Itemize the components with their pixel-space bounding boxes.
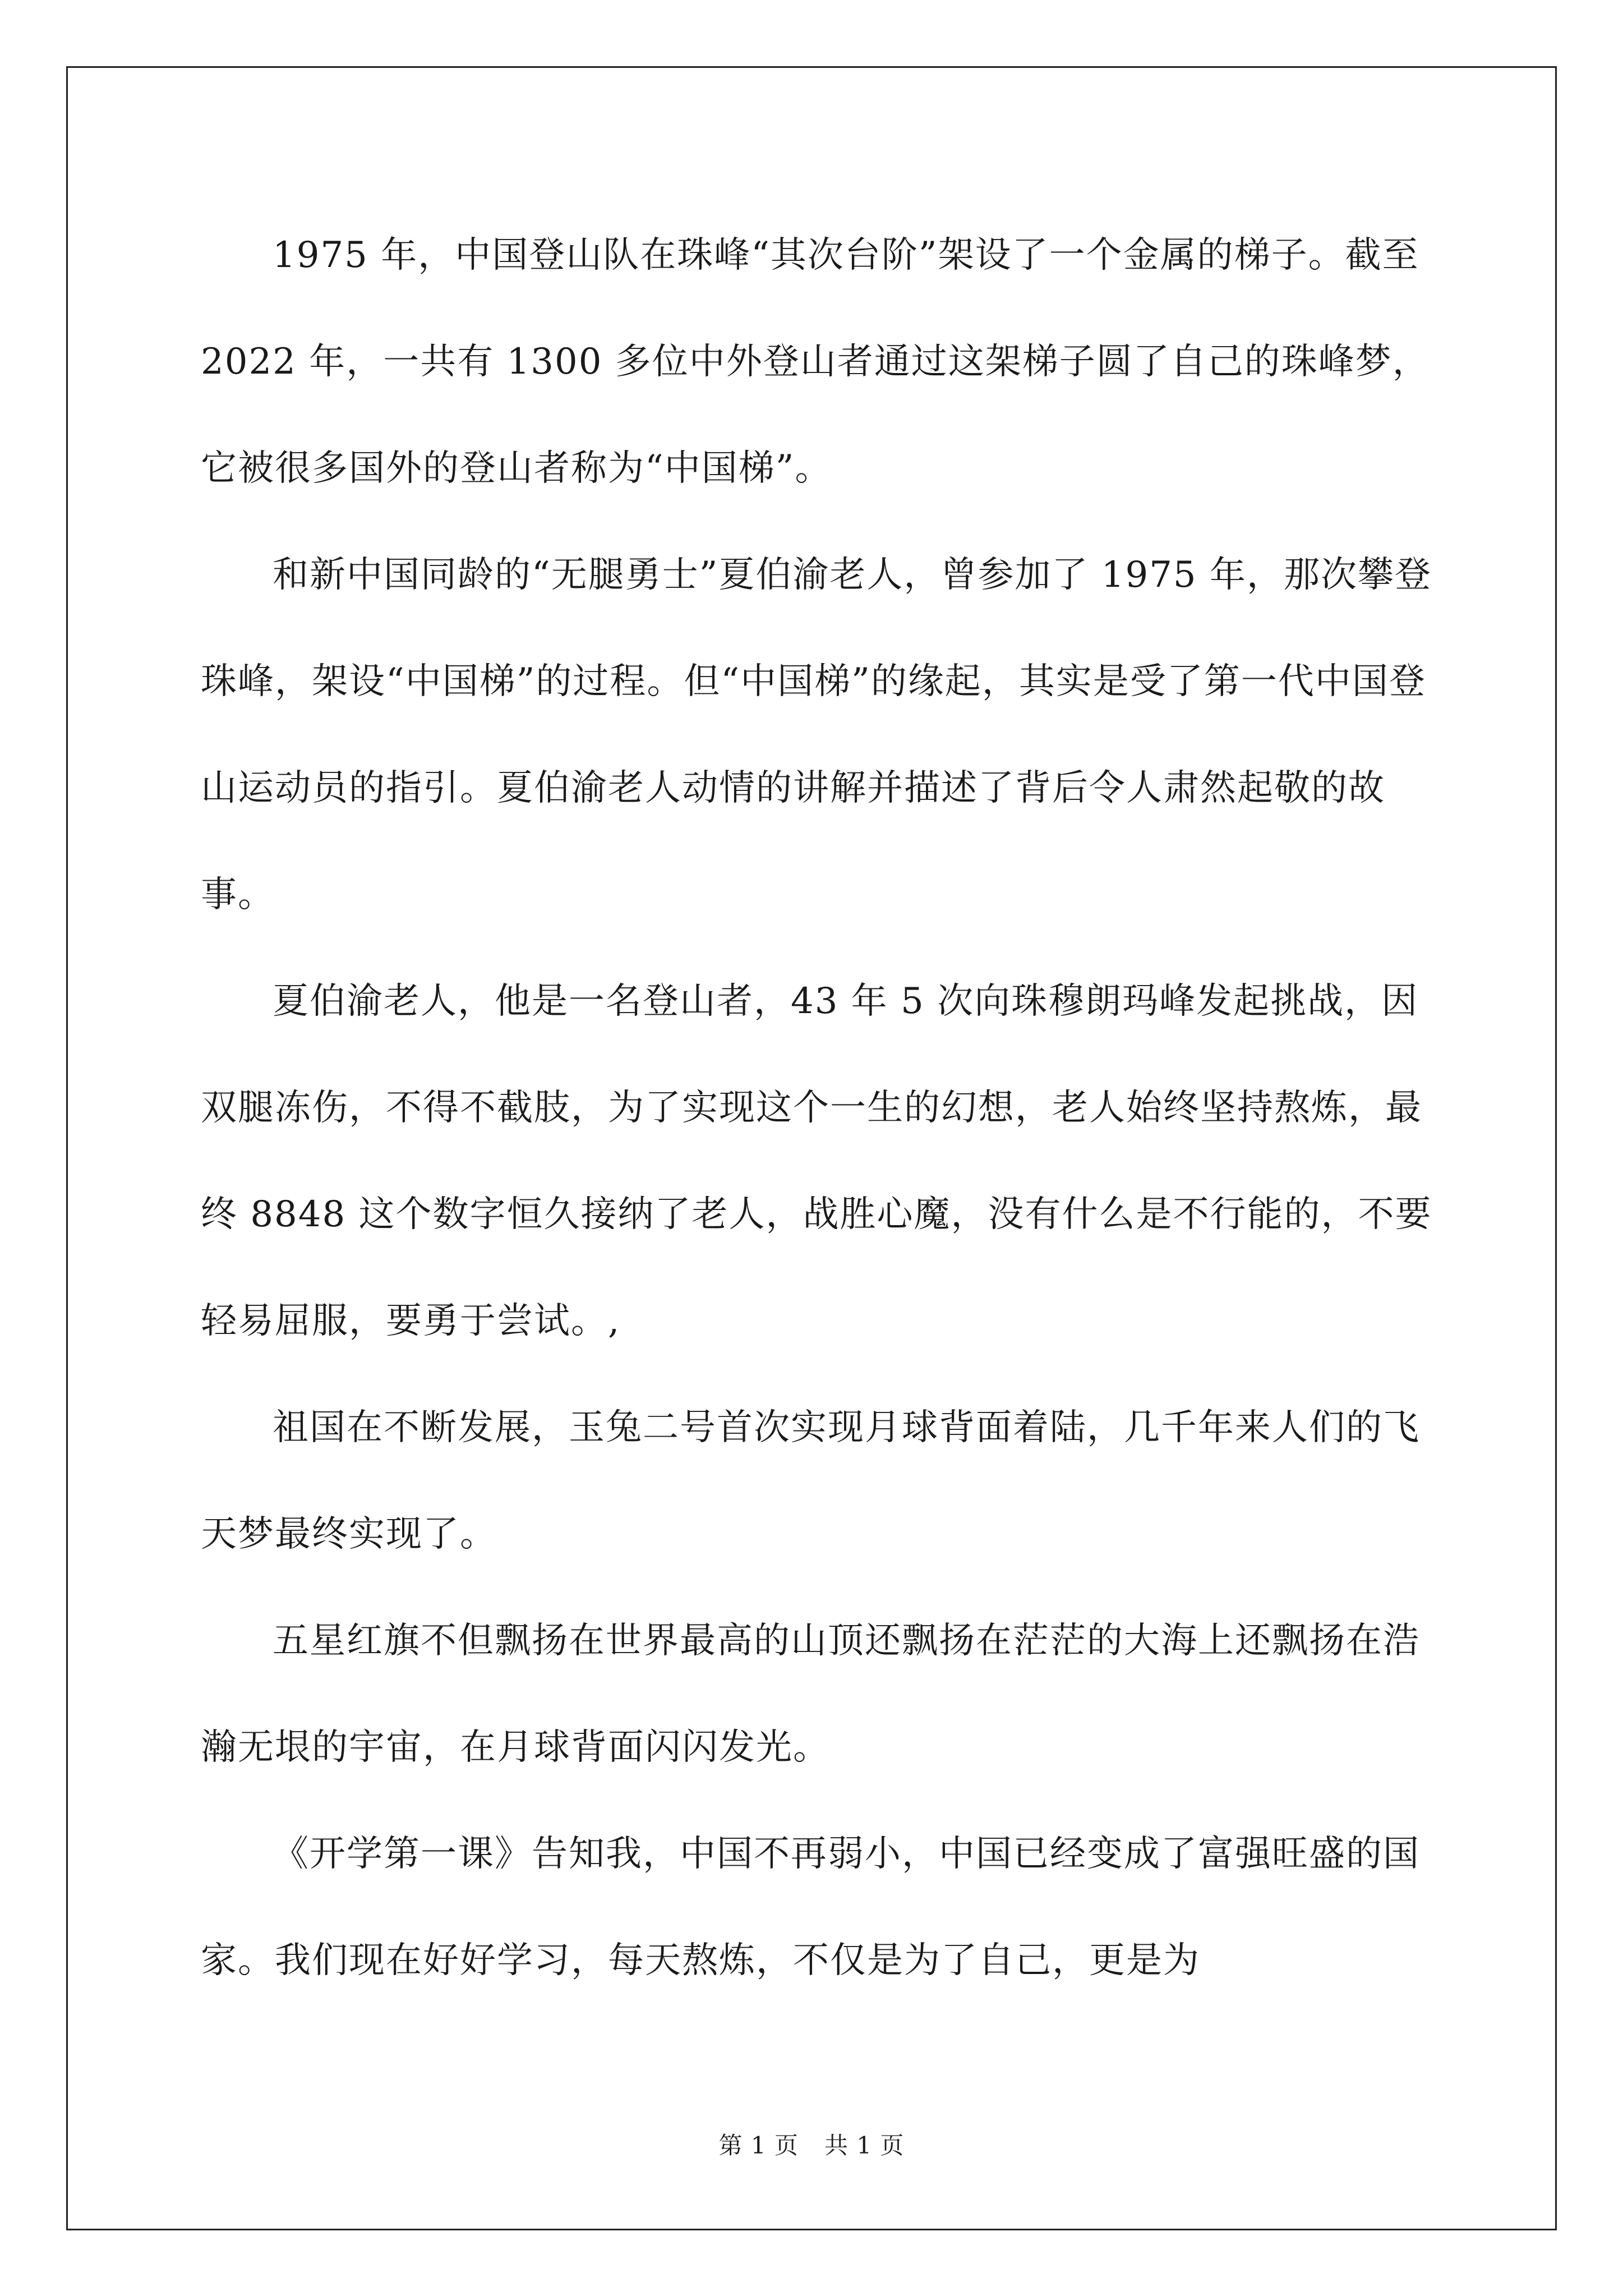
page-footer xyxy=(0,2129,1623,2162)
page-number: 第 1 页 xyxy=(718,2132,799,2159)
page-total: 共 1 页 xyxy=(824,2132,905,2159)
paragraph-3: 夏伯渝老人，他是一名登山者，43 年 5 次向珠穆朗玛峰发起挑战，因双腿冻伤，不得不截肢，为了实现这个一生的幻想，老人始终坚持熬炼，最终 8848 这个数字恒久接纳了老人，战胜心魔，没有什么是不行能的，不要轻易屈服，要勇于尝试。, xyxy=(201,981,1432,1342)
paragraph-5: 五星红旗不但飘扬在世界最高的山顶还飘扬在茫茫的大海上还飘扬在浩瀚无垠的宇宙，在月球背面闪闪发光。 xyxy=(201,1620,1420,1768)
paragraph-6: 《开学第一课》告知我，中国不再弱小，中国已经变成了富强旺盛的国家。我们现在好好学习，每天熬炼，不仅是为了自己，更是为 xyxy=(201,1833,1420,1981)
paragraph-4: 祖国在不断发展，玉兔二号首次实现月球背面着陆，几千年来人们的飞天梦最终实现了。 xyxy=(201,1407,1420,1555)
paragraph-1: 1975 年，中国登山队在珠峰“其次台阶”架设了一个金属的梯子。截至 2022 年，一共有 1300 多位中外登山者通过这架梯子圆了自己的珠峰梦，它被很多国外的登山者称为“中国梯”。 xyxy=(201,234,1430,489)
document-body xyxy=(201,202,1435,2014)
paragraph-2: 和新中国同龄的“无腿勇士”夏伯渝老人，曾参加了 1975 年，那次攀登珠峰，架设“中国梯”的过程。但“中国梯”的缘起，其实是受了第一代中国登山运动员的指引。夏伯渝老人动情的讲解并描述了背后令人肃然起敬的故事。 xyxy=(201,554,1432,915)
